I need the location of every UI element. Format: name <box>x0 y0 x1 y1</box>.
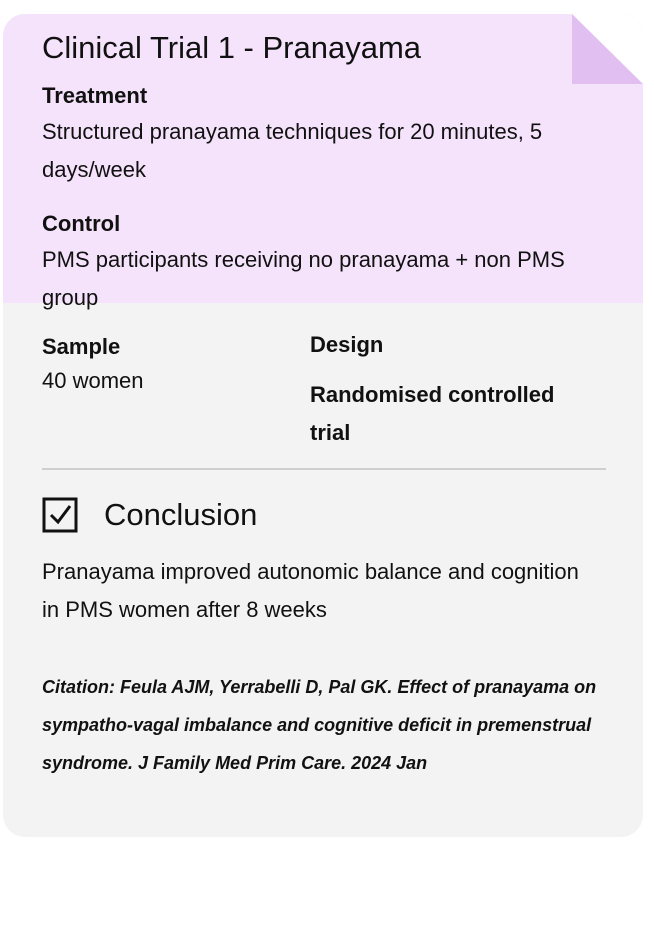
treatment-label: Treatment <box>42 83 148 108</box>
card-title: Clinical Trial 1 - Pranayama <box>42 30 422 65</box>
conclusion-section <box>42 553 602 629</box>
design-section <box>310 330 570 452</box>
control-text: PMS participants receiving no pranayama + non PMS group <box>42 247 565 310</box>
treatment-text: Structured pranayama techniques for 20 minutes, 5 days/week <box>42 119 543 182</box>
checkbox-checked-icon <box>42 497 78 533</box>
sample-text: 40 women <box>42 368 144 393</box>
citation-text: Citation: Feula AJM, Yerrabelli D, Pal GK. Effect of pranayama on sympatho-vagal imbalance and cognitive deficit in premenstrual syndrome. J Family Med Prim Care. 2024 Jan <box>42 677 597 773</box>
control-section <box>42 209 612 317</box>
control-label: Control <box>42 211 121 236</box>
conclusion-header <box>42 495 257 535</box>
sample-section <box>42 332 292 400</box>
design-text: Randomised controlled trial <box>310 382 555 445</box>
conclusion-text: Pranayama improved autonomic balance and cognition in PMS women after 8 weeks <box>42 559 579 622</box>
sample-label: Sample <box>42 334 121 359</box>
trial-card <box>3 14 643 837</box>
design-label: Design <box>310 332 384 357</box>
treatment-section <box>42 81 612 189</box>
section-divider <box>42 468 606 470</box>
conclusion-title: Conclusion <box>104 497 258 532</box>
